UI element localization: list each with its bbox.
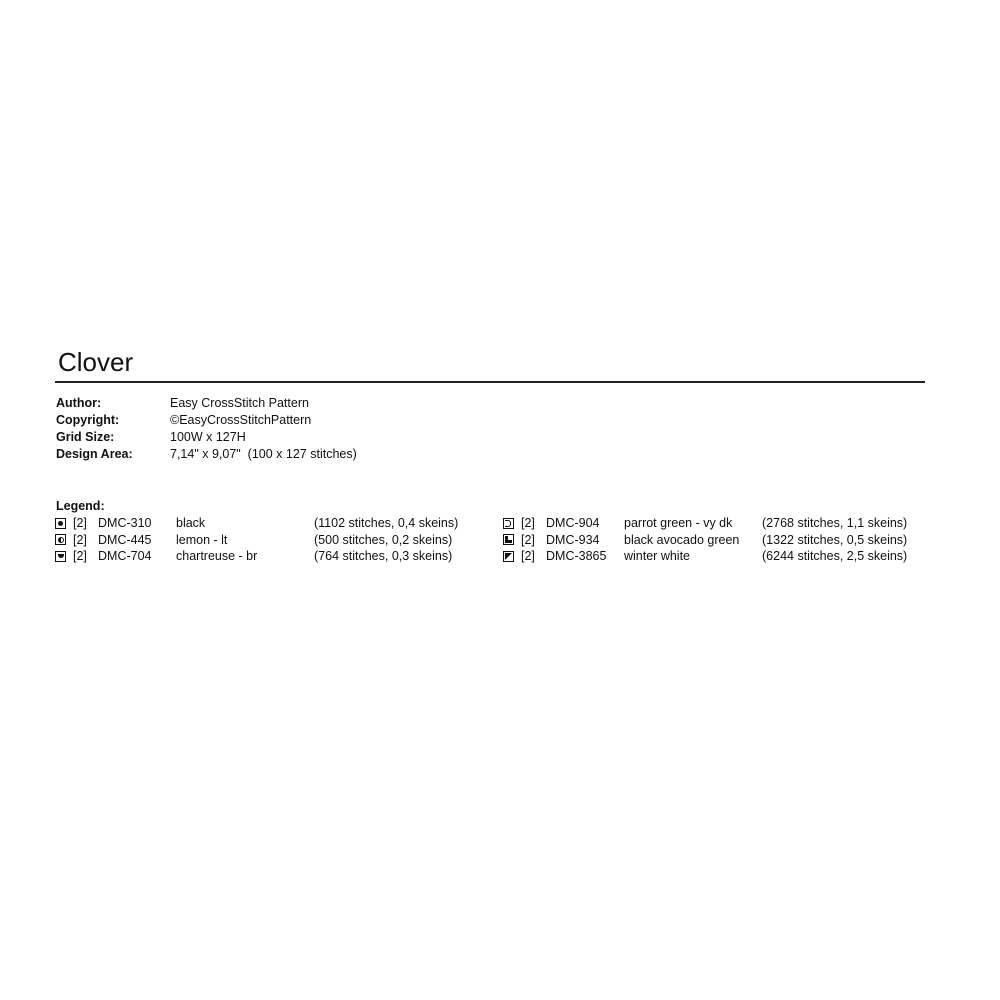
legend-strands: [2]	[521, 549, 535, 563]
legend-color-name: winter white	[624, 549, 690, 563]
legend-item-dmc-310	[55, 515, 503, 532]
filled-dot-symbol-icon	[55, 518, 66, 529]
legend-strands: [2]	[521, 532, 535, 547]
heart-symbol-icon	[55, 551, 66, 562]
legend-count: (764 stitches, 0,3 skeins)	[314, 549, 453, 563]
legend-code: DMC-445	[98, 532, 152, 547]
corner-symbol-icon	[503, 534, 514, 545]
grid-size-row	[55, 429, 925, 446]
pattern-sheet	[55, 345, 925, 565]
copyright-label: Copyright:	[56, 413, 120, 427]
hook-symbol-icon	[503, 518, 514, 529]
legend-strands: [2]	[73, 549, 87, 563]
legend-item-dmc-934	[503, 532, 923, 549]
legend-code: DMC-310	[98, 516, 152, 530]
legend-item-dmc-904	[503, 515, 923, 532]
author-label: Author:	[56, 396, 102, 410]
design-area-row	[55, 446, 925, 463]
legend-title: Legend:	[56, 499, 105, 513]
legend-count: (6244 stitches, 2,5 skeins)	[762, 549, 908, 563]
grid-size-label: Grid Size:	[56, 430, 115, 444]
grid-size-value: 100W x 127H	[170, 430, 246, 444]
legend-color-name: chartreuse - br	[176, 549, 258, 563]
author-value: Easy CrossStitch Pattern	[170, 396, 309, 410]
legend-color-name: lemon - lt	[176, 532, 228, 547]
legend-count: (2768 stitches, 1,1 skeins)	[762, 516, 908, 530]
legend-columns	[55, 515, 925, 565]
legend-color-name: black	[176, 516, 206, 530]
legend-item-dmc-704	[55, 548, 503, 565]
pattern-title: Clover	[58, 347, 134, 377]
pattern-meta	[55, 395, 925, 463]
legend-strands: [2]	[73, 516, 87, 530]
legend-item-dmc-3865	[503, 548, 923, 565]
triangle-symbol-icon	[503, 551, 514, 562]
legend-column-right	[503, 515, 923, 565]
legend-code: DMC-934	[546, 532, 600, 547]
title-divider	[55, 381, 925, 383]
legend-code: DMC-904	[546, 516, 600, 530]
legend-strands: [2]	[521, 516, 535, 530]
half-circle-symbol-icon	[55, 534, 66, 545]
legend-count: (1322 stitches, 0,5 skeins)	[762, 532, 908, 547]
legend-column-left	[55, 515, 503, 565]
legend-code: DMC-3865	[546, 549, 607, 563]
legend-count: (1102 stitches, 0,4 skeins)	[314, 516, 459, 530]
legend-count: (500 stitches, 0,2 skeins)	[314, 532, 453, 547]
design-area-value: 7,14" x 9,07" (100 x 127 stitches)	[170, 447, 357, 461]
author-row	[55, 395, 925, 412]
copyright-value: ©EasyCrossStitchPattern	[170, 413, 312, 427]
legend	[55, 498, 925, 565]
legend-code: DMC-704	[98, 549, 152, 563]
legend-color-name: parrot green - vy dk	[624, 516, 733, 530]
legend-color-name: black avocado green	[624, 532, 740, 547]
legend-item-dmc-445	[55, 532, 503, 549]
copyright-row	[55, 412, 925, 429]
design-area-label: Design Area:	[56, 447, 133, 461]
legend-strands: [2]	[73, 532, 87, 547]
